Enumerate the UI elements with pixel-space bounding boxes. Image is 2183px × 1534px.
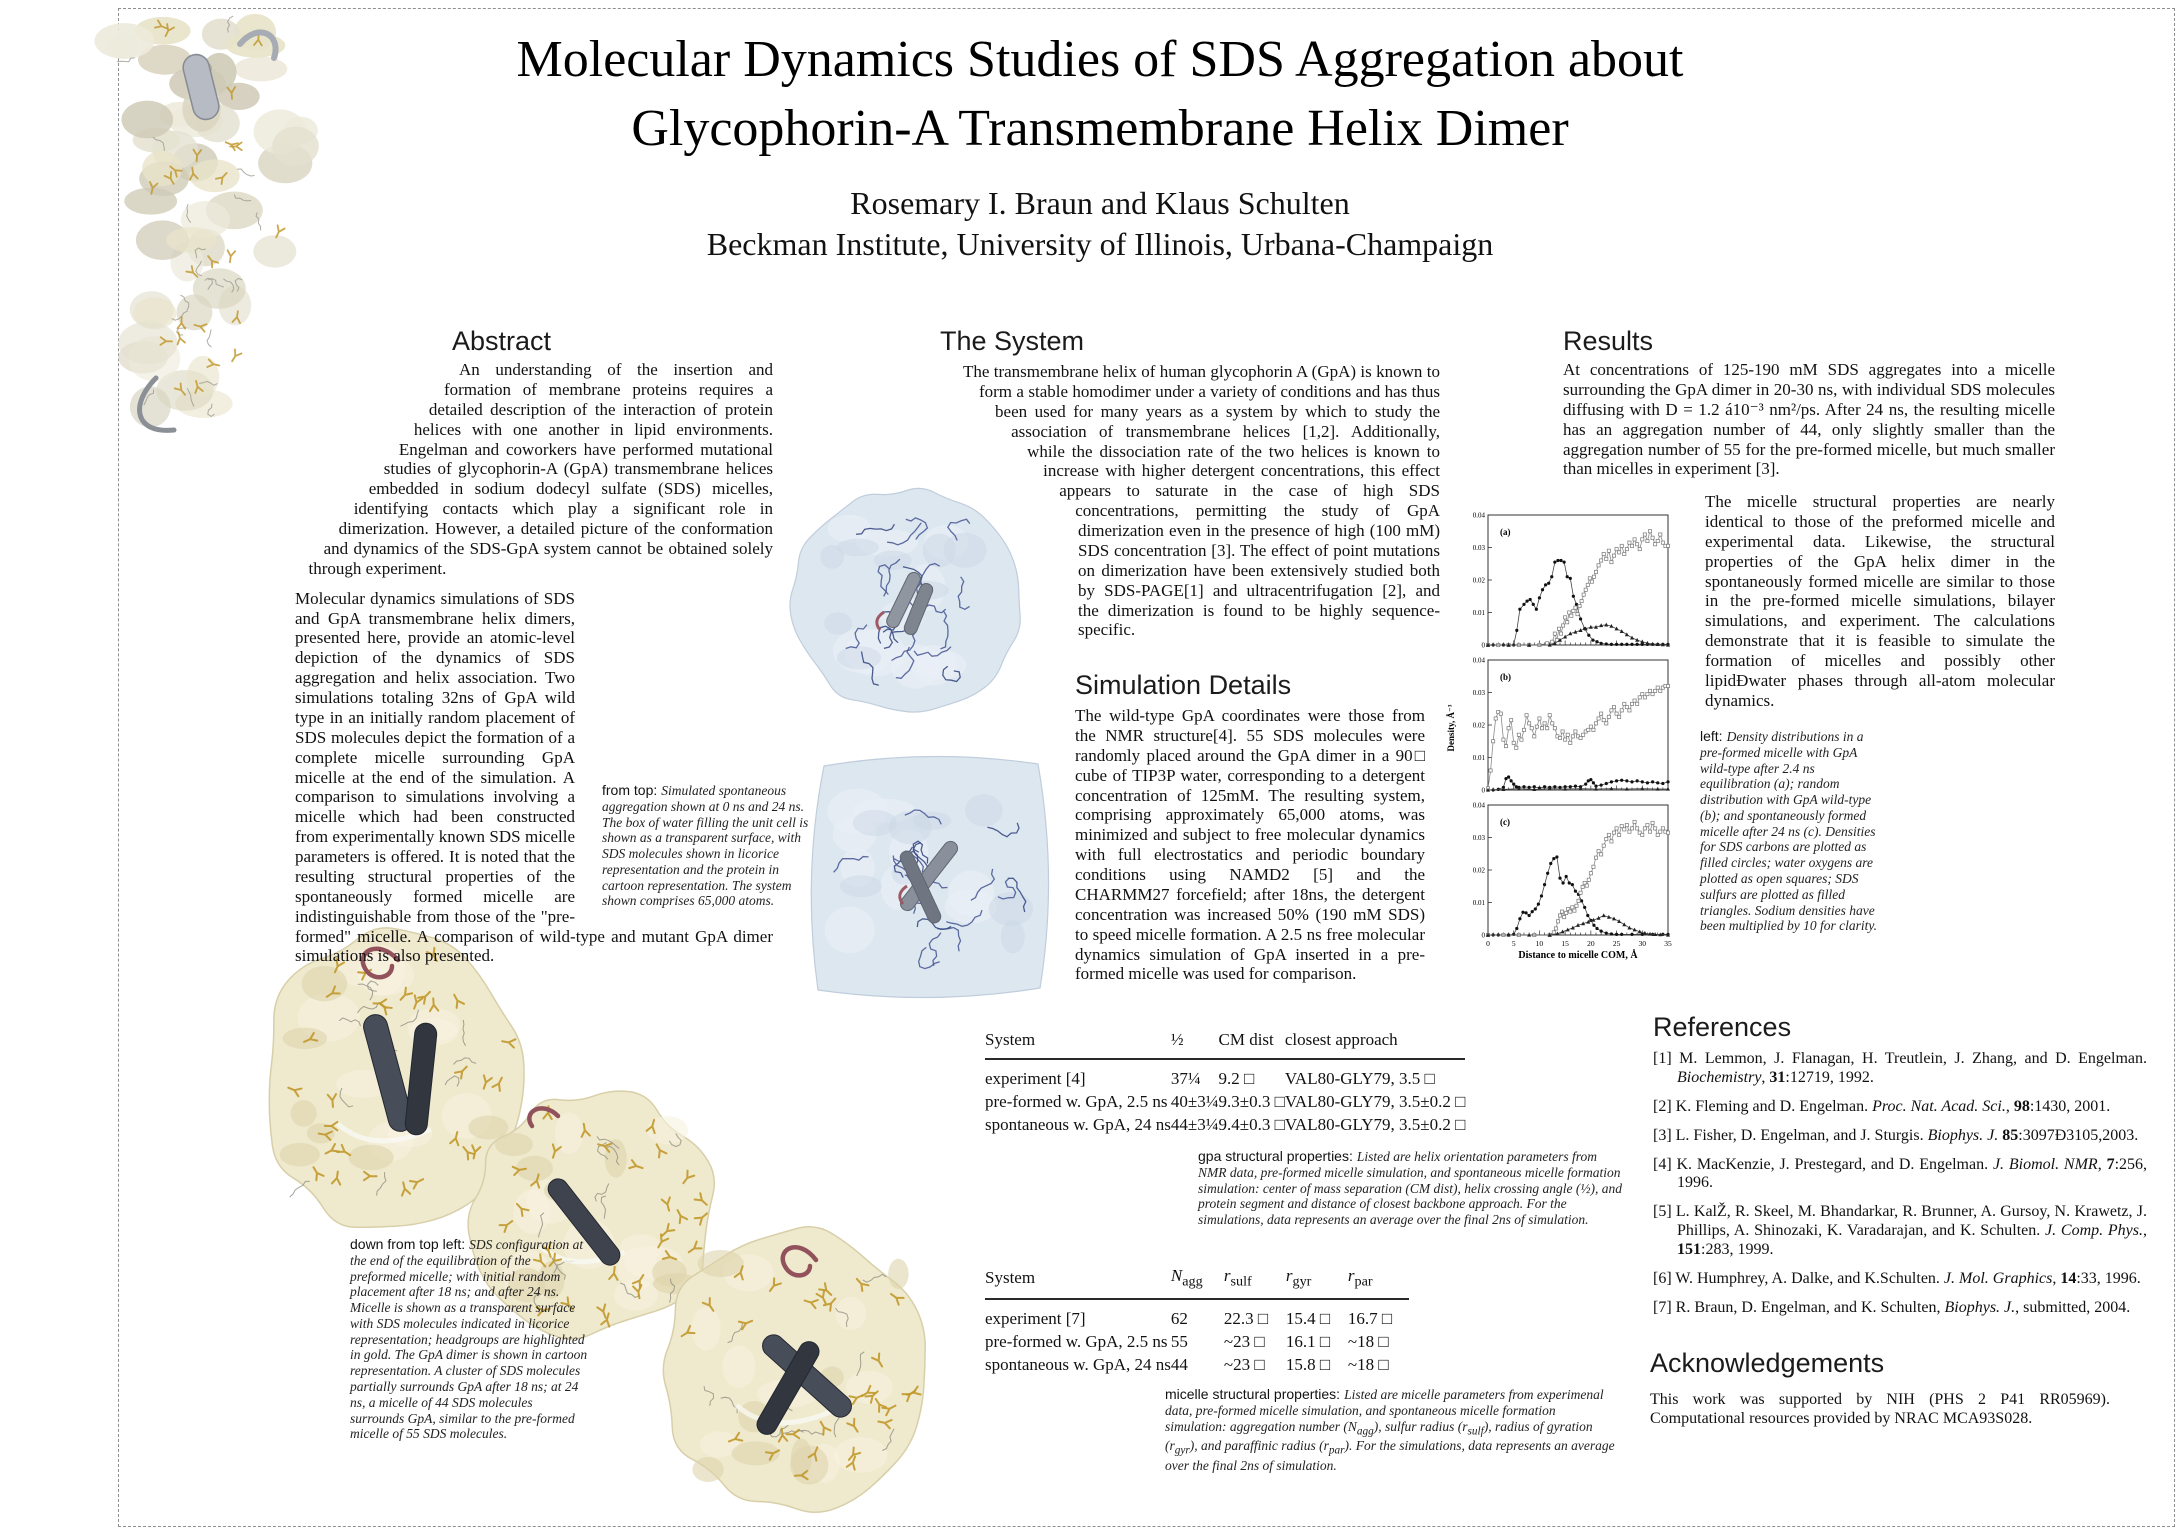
acknowledgements-text: This work was supported by NIH (PHS 2 P41 RR05969). Computational resources provided by NRAC MCA93S028. [1650,1391,2110,1428]
column-header: $N_{agg}$ [1171,1266,1224,1299]
svg-text:0.03: 0.03 [1472,544,1485,552]
acknowledgements-heading: Acknowledgements [1650,1348,1885,1378]
column-header: System [985,1030,1171,1059]
references-heading: References [1653,1012,1792,1042]
table-row [985,1059,1465,1091]
density-distribution-charts [1444,500,1694,965]
table-cell: experiment [7] [985,1309,1086,1329]
svg-text:0.01: 0.01 [1472,899,1485,907]
svg-text:(c): (c) [1500,817,1510,827]
svg-text:10: 10 [1535,939,1544,948]
caption-text: SDS configuration at the end of the equilibration of the preformed micelle; with initial random placement after 18 ns; and after 24 ns. Micelle is shown as a transparent surface with SDS molecules indicated in licorice representation; headgroups are highlighted in gold. The GpA dimer is shown in cartoon representation. A cluster of SDS molecules partially surrounds GpA after 18 ns; at 24 ns, a micelle of 44 SDS molecules surrounds GpA, similar to the pre-formed micelle of 55 SDS molecules. [350,1237,588,1442]
title-line-1: Molecular Dynamics Studies of SDS Aggregation about [516,31,1684,88]
table-cell: VAL80-GLY79, 3.5±0.2 □ [1284,1115,1466,1134]
table1 [985,1030,1465,1137]
svg-text:15: 15 [1561,939,1569,948]
svg-text:0.04: 0.04 [1472,656,1485,665]
table-row [985,1354,1409,1377]
svg-text:0.02: 0.02 [1472,721,1485,730]
system-heading: The System [940,326,1085,356]
svg-text:Density, Å⁻³: Density, Å⁻³ [1446,704,1456,752]
column-header: $r_{gyr}$ [1286,1266,1348,1299]
svg-text:(a): (a) [1500,527,1511,537]
system-paragraph: The transmembrane helix of human glycophorin A (GpA) is known to form a stable homodimer under a variety of conditions and has thus been used for many years as a system by which to study the association of transmembrane helices [1,2]. Additionally, while the dissociation rate of the two helices is known to increase with higher detergent concentrations, this effect appears to saturate in the case of high SDS concentrations, permitting the study of GpA dimerization even in the presence of high (100 mM) SDS concentration [3]. The effect of point mutations on dimerization have been extensively studied both by SDS-PAGE[1] and ultracentrifugation [2], and the dimerization is found to be highly sequence-specific. [962,362,1440,640]
column-header: ½ [1171,1030,1219,1059]
caption-label: from top: [602,782,658,798]
table-row [985,1091,1465,1114]
caption-text: Simulated spontaneous aggregation shown at 0 ns and 24 ns. The box of water filling the unit cell is shown as a transparent surface, with SDS molecules shown in licorice representation and the protein in cartoon representation. The system shown comprises 65,000 atoms. [602,783,809,909]
svg-text:30: 30 [1638,939,1647,948]
caption-label: gpa structural properties: [1198,1148,1353,1164]
svg-text:0: 0 [1481,931,1485,940]
results-paragraph-1: At concentrations of 125-190 mM SDS aggregates into a micelle surrounding the GpA dimer in 20-30 ns, with individual SDS molecules diffusing with D = 1.2 á10⁻³ nm²/ps. After 24 ns, the resulting micelle has an aggregation number of 44, only slightly smaller than the aggregation number of 55 for the pre-formed micelle, but much smaller than micelles in experiment [3]. [1563,360,2055,479]
micelle-caption [350,1236,588,1442]
caption-text: Density distributions in a pre-formed micelle with GpA wild-type after 2.4 ns equilibration (a); random distribution with GpA wild-type (b); and spontaneously formed micelle after 24 ns (c). Densities for SDS carbons are plotted as filled circles; water oxygens are plotted as open squares; SDS sulfurs are plotted as filled triangles. Sodium densities have been multiplied by 10 for clarity. [1700,729,1877,934]
table-cell: VAL80-GLY79, 3.5 □ [1284,1069,1435,1088]
table-cell: 9.2 □ [1218,1069,1255,1088]
abstract-heading: Abstract [452,326,552,356]
abstract-paragraph-1: An understanding of the insertion and formation of membrane proteins requires a detailed description of the interaction of protein helices with one another in lipid environments. Engelman and coworkers have performed mutational studies of glycophorin-A (GpA) transmembrane helices embedded in sodium dodecyl sulfate (SDS) micelles, identifying contacts which play a significant role in dimerization. However, a detailed picture of the conformation and dynamics of the SDS-GpA system cannot be obtained solely through experiment. [308,360,773,578]
svg-text:0.04: 0.04 [1472,801,1485,810]
simulation-text [1075,706,1425,994]
svg-text:(b): (b) [1500,672,1511,682]
abstract-paragraph-2: Molecular dynamics simulations of SDS and GpA transmembrane helix dimers, presented here, provide an atomic-level depiction of the dynamics of SDS aggregation and helix association. Two simulations totaling 32ns of GpA wild type in an initially random placement of SDS molecules depict the formation of a complete micelle surrounding GpA micelle at the end of the simulation. A comparison to simulations involving a micelle which had been constructed from experimentally known SDS micelle parameters is offered. It is noted that the resulting structural properties of the spontaneously formed micelle are indistinguishable from those of the "pre-formed" micelle. A comparison of wild-type and mutant GpA dimer simulations is also presented. [295,588,773,966]
svg-text:Distance to micelle COM, Å: Distance to micelle COM, Å [1518,950,1638,961]
reference-item: [7] R. Braun, D. Engelman, and K. Schulten, Biophys. J., submitted, 2004. [1653,1298,2131,1316]
table-cell: pre-formed w. GpA, 2.5 ns [985,1092,1168,1111]
reference-item: [2] K. Fleming and D. Engelman. Proc. Nat. Acad. Sci., 98:1430, 2001. [1653,1097,2111,1115]
table-cell: 55 [1170,1332,1188,1352]
column-header: closest approach [1285,1030,1466,1059]
svg-text:0.04: 0.04 [1472,511,1485,520]
svg-text:35: 35 [1664,939,1672,948]
reference-item: [6] W. Humphrey, A. Dalke, and K.Schulten. J. Mol. Graphics, 14:33, 1996. [1653,1269,2141,1287]
table-cell: 62 [1170,1309,1188,1329]
table-cell: 16.1 □ [1285,1332,1331,1352]
results-heading: Results [1563,326,1654,356]
caption-text: Listed are micelle parameters from experimenal data, pre-formed micelle simulation, and spontaneous micelle formation simulation: aggregation number $(N_{agg})$, sulfur radius $(r_{sulf})$, radius of gyration $(r_{gyr})$, and paraffinic radius $(r_{par})$. For the simulations, data represents an average over the final 2ns of simulation. [1165,1387,1615,1474]
table-row [985,1299,1409,1331]
caption-text: Listed are helix orientation parameters from NMR data, pre-formed micelle simulation, and spontaneous micelle formation simulation: center of mass separation (CM dist), helix crossing angle (½), and protein segment and distance of closest backbone approach. For the simulations, data represents an average over the final 2ns of simulation. [1198,1149,1622,1228]
table-cell: 9.4±0.3 □ [1218,1115,1285,1134]
micelle-structural-table [985,1266,1425,1377]
table-cell: 16.7 □ [1347,1309,1393,1329]
results-text-1 [1563,360,2055,489]
svg-text:0: 0 [1486,939,1490,948]
table-row [985,1114,1465,1137]
table-cell: 44±3¼ [1170,1115,1219,1134]
table-cell: ~18 □ [1347,1355,1389,1375]
reference-item: [5] L. KalŽ, R. Skeel, M. Bhandarkar, R. Brunner, A. Gursoy, N. Krawetz, J. Phillips, A. Shinozaki, K. Varadarajan, and K. Schulten. J. Comp. Phys., 151:283, 1999. [1653,1203,2147,1258]
caption-label: micelle structural properties: [1165,1386,1341,1402]
micelle-24ns-figure [648,1210,943,1525]
system-text [940,362,1440,650]
simulation-heading: Simulation Details [1075,670,1292,700]
svg-text:0.01: 0.01 [1472,754,1485,762]
table-cell: ~23 □ [1223,1332,1265,1352]
table-cell: 9.3±0.3 □ [1218,1092,1285,1111]
references-list [1653,1050,2147,1328]
caption-label: left: [1700,728,1723,744]
results-paragraph-2: The micelle structural properties are nearly identical to those of the preformed micelle and experimental data. Likewise, the structural properties of the GpA helix dimer in the spontaneously formed micelle are similar to those in the pre-formed micelle simulations, bilayer simulations, and experiment. The calculations demonstrate that it is feasible to simulate the formation of micelles and possibly other lipidĐwater phases through all-atom molecular dynamics. [1705,492,2055,710]
table-row [985,1331,1409,1354]
svg-text:0.01: 0.01 [1472,609,1485,617]
svg-text:0: 0 [1481,641,1485,650]
poster-authors: Rosemary I. Braun and Klaus Schulten [850,185,1350,222]
table-cell: VAL80-GLY79, 3.5±0.2 □ [1284,1092,1466,1111]
gpa-structural-table [985,1030,1466,1137]
table-cell: 37¼ [1170,1069,1201,1088]
table-cell: spontaneous w. GpA, 24 ns [985,1115,1171,1134]
reference-item: [1] M. Lemmon, J. Flanagan, H. Treutlein, J. Zhang, and D. Engelman. Biochemistry, 31:12719, 1992. [1653,1050,2147,1086]
table2 [985,1266,1409,1377]
poster-title [380,26,1820,163]
svg-text:20: 20 [1587,939,1595,948]
reference-item: [4] K. MacKenzie, J. Prestegard, and D. Engelman. J. Biomol. NMR, 7:256, 1996. [1653,1155,2148,1192]
reference-item: [3] L. Fisher, D. Engelman, and J. Sturgis. Biophys. J. 85:3097Đ3105,2003. [1653,1126,2139,1144]
svg-text:0.02: 0.02 [1472,866,1485,875]
simulation-paragraph: The wild-type GpA coordinates were those from the NMR structure[4]. 55 SDS molecules were randomly placed around the GpA dimer in a 90□ cube of TIP3P water, corresponding to a detergent concentration of 125mM. The resulting system, comprising approximately 65,000 atoms, was minimized and subject to free molecular dynamics with full electrostatics and periodic boundary conditions using NAMD2 [5] and the CHARMM27 forcefield; after 18ns, the detergent concentration was increased 50% (190 mM SDS) to speed micelle formation. A 2.5 ns free molecular dynamics simulation of GpA inserted in a pre-formed micelle was used for comparison. [1075,706,1425,984]
column-header: CM dist [1218,1030,1284,1059]
poster-affiliation: Beckman Institute, University of Illinois, Urbana-Champaign [706,226,1494,263]
waterbox-caption [602,782,810,909]
table-cell: 40±3¼ [1170,1092,1219,1111]
table-cell: 15.8 □ [1285,1355,1331,1375]
poster-header [380,26,1820,263]
table-cell: pre-formed w. GpA, 2.5 ns [985,1332,1168,1352]
svg-text:0.03: 0.03 [1472,834,1485,842]
svg-text:0.03: 0.03 [1472,689,1485,697]
svg-text:0: 0 [1481,786,1485,795]
svg-text:0.02: 0.02 [1472,576,1485,585]
table-cell: ~18 □ [1347,1332,1389,1352]
svg-text:25: 25 [1612,939,1621,948]
table-cell: 15.4 □ [1285,1309,1331,1329]
title-line-2: Glycophorin-A Transmembrane Helix Dimer [631,99,1569,157]
column-header: $r_{par}$ [1348,1266,1409,1299]
svg-text:5: 5 [1511,939,1516,948]
table-cell: 44 [1170,1355,1188,1375]
table-cell: 22.3 □ [1223,1309,1269,1329]
chart-caption [1700,728,1884,934]
column-header: System [985,1266,1171,1299]
caption-label: down from top left: [350,1236,466,1252]
column-header: $r_{sulf}$ [1224,1266,1286,1299]
table-cell: ~23 □ [1223,1355,1265,1375]
gpa-table-caption [1198,1148,1626,1228]
micelle-table-caption [1165,1386,1617,1474]
waterbox-24ns-figure [790,740,1068,1010]
table-cell: spontaneous w. GpA, 24 ns [985,1355,1171,1375]
table-cell: experiment [4] [985,1069,1086,1088]
results-text-2 [1705,492,2055,721]
